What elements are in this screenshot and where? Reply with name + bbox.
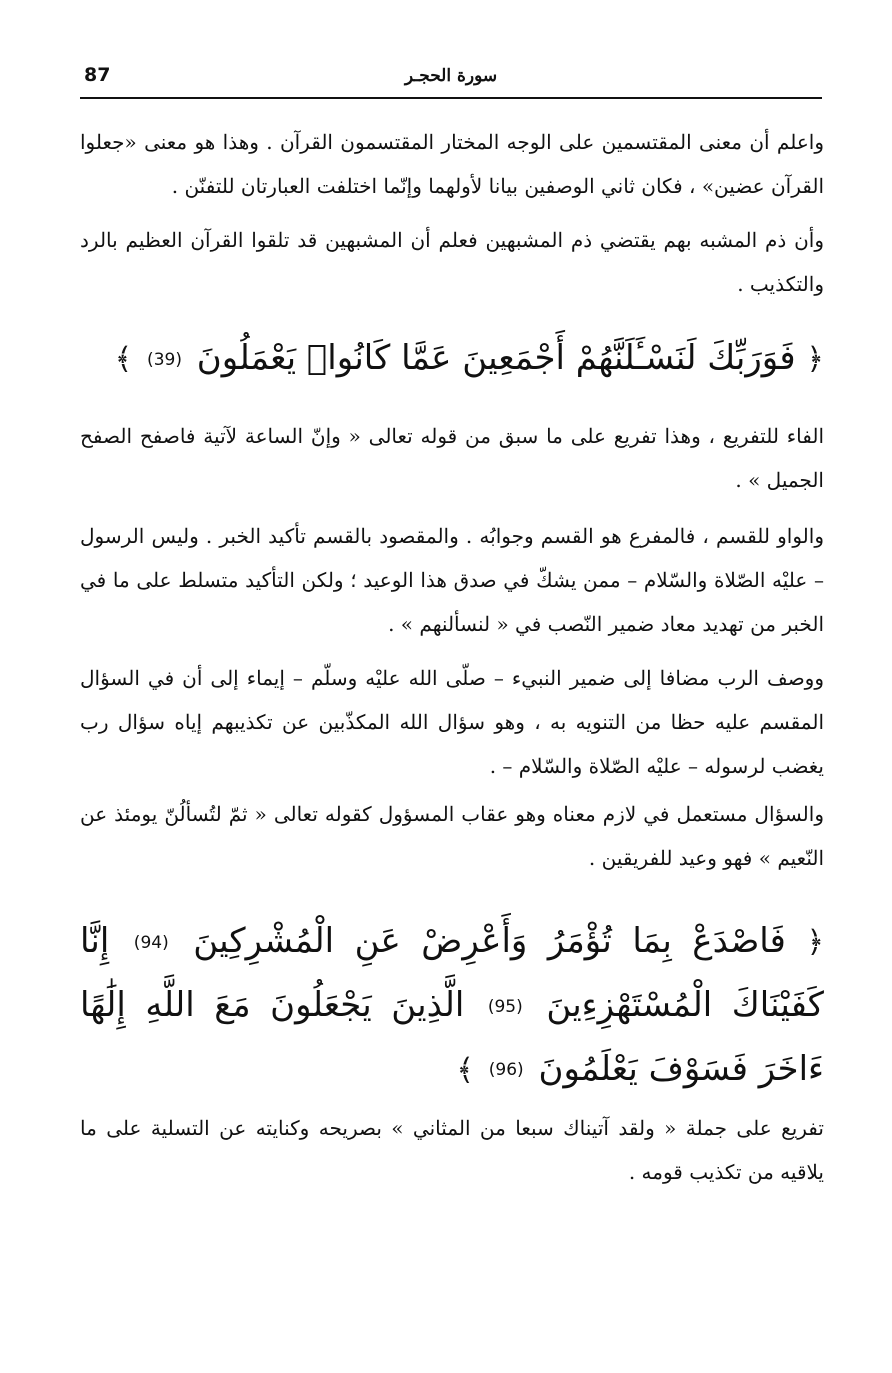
verse-open-bracket: ﴿ — [806, 342, 824, 377]
verse-text-94: فَاصْدَعْ بِمَا تُؤْمَرُ وَأَعْرِضْ عَنِ الْمُشْرِكِينَ — [193, 921, 786, 961]
header-rule — [80, 97, 822, 99]
verse-close-bracket: ﴾ — [114, 342, 133, 377]
verse-text-96: الَّذِينَ يَجْعَلُونَ مَعَ اللَّهِ إِلَٰهًا ءَاخَرَ فَسَوْفَ يَعْلَمُونَ — [80, 985, 824, 1089]
paragraph-1: واعلم أن معنى المقتسمين على الوجه المختار المقتسمون القرآن . وهذا هو معنى «جعلوا القرآن عضين» ، فكان ثاني الوصفين بيانا لأولهما وإنّما اختلفت العبارتان للتفنّن . — [80, 130, 824, 198]
paragraph-4: والواو للقسم ، فالمفرع هو القسم وجوابُه . والمقصود بالقسم تأكيد الخبر . وليس الرسول – عليْه الصّلاة والسّلام – ممن يشكّ في صدق هذا الوعيد ؛ ولكن التأكيد متسلط على ما في الخبر من تهديد معاد ضمير النّصب في « لنسألنهم » . — [80, 524, 824, 636]
page-number: 87 — [84, 64, 111, 86]
verse-open-bracket: ﴿ — [806, 925, 825, 960]
quran-verse-39 — [80, 330, 824, 388]
paragraph-3: الفاء للتفريع ، وهذا تفريع على ما سبق من قوله تعالى « وإنّ الساعة لآتية فاصفح الصفح الجميل » . — [80, 424, 824, 492]
quran-verses-94-96 — [80, 910, 824, 1102]
ayah-number-95: (95) — [487, 996, 523, 1017]
paragraph-7: تفريع على جملة « ولقد آتيناك سبعا من المثاني » بصريحه وكنايته عن التسلية على ما يلاقيه من تكذيب قومه . — [80, 1116, 824, 1184]
verse-text-95: إِنَّا كَفَيْنَاكَ الْمُسْتَهْزِءِينَ — [80, 921, 824, 1025]
ayah-number-94: (94) — [133, 932, 169, 953]
ayah-number: (39) — [147, 349, 182, 370]
page-header — [80, 62, 822, 100]
paragraph-6: والسؤال مستعمل في لازم معناه وهو عقاب المسؤول كقوله تعالى « ثمّ لتُسألُنّ يومئذ عن النّعيم » فهو وعيد للفريقين . — [80, 802, 824, 870]
verse-close-bracket: ﴾ — [456, 1052, 474, 1088]
verse-text: فَوَرَبِّكَ لَنَسْـَٔلَنَّهُمْ أَجْمَعِينَ عَمَّا كَانُوا۟ يَعْمَلُونَ — [196, 338, 796, 378]
paragraph-5: ووصف الرب مضافا إلى ضمير النبيء – صلّى الله عليْه وسلّم – إيماء إلى أن في السؤال المقسم عليه حظا من التنويه به ، وهو سؤال الله المكذّبين عن تكذيبهم إياه سؤال رب يغضب لرسوله – عليْه الصّلاة والسّلام – . — [80, 666, 824, 778]
ayah-number-96: (96) — [488, 1060, 524, 1080]
running-title: سورة الحجـر — [404, 66, 498, 86]
paragraph-2: وأن ذم المشبه بهم يقتضي ذم المشبهين فعلم أن المشبهين قد تلقوا القرآن العظيم بالرد والتكذيب . — [80, 228, 824, 296]
